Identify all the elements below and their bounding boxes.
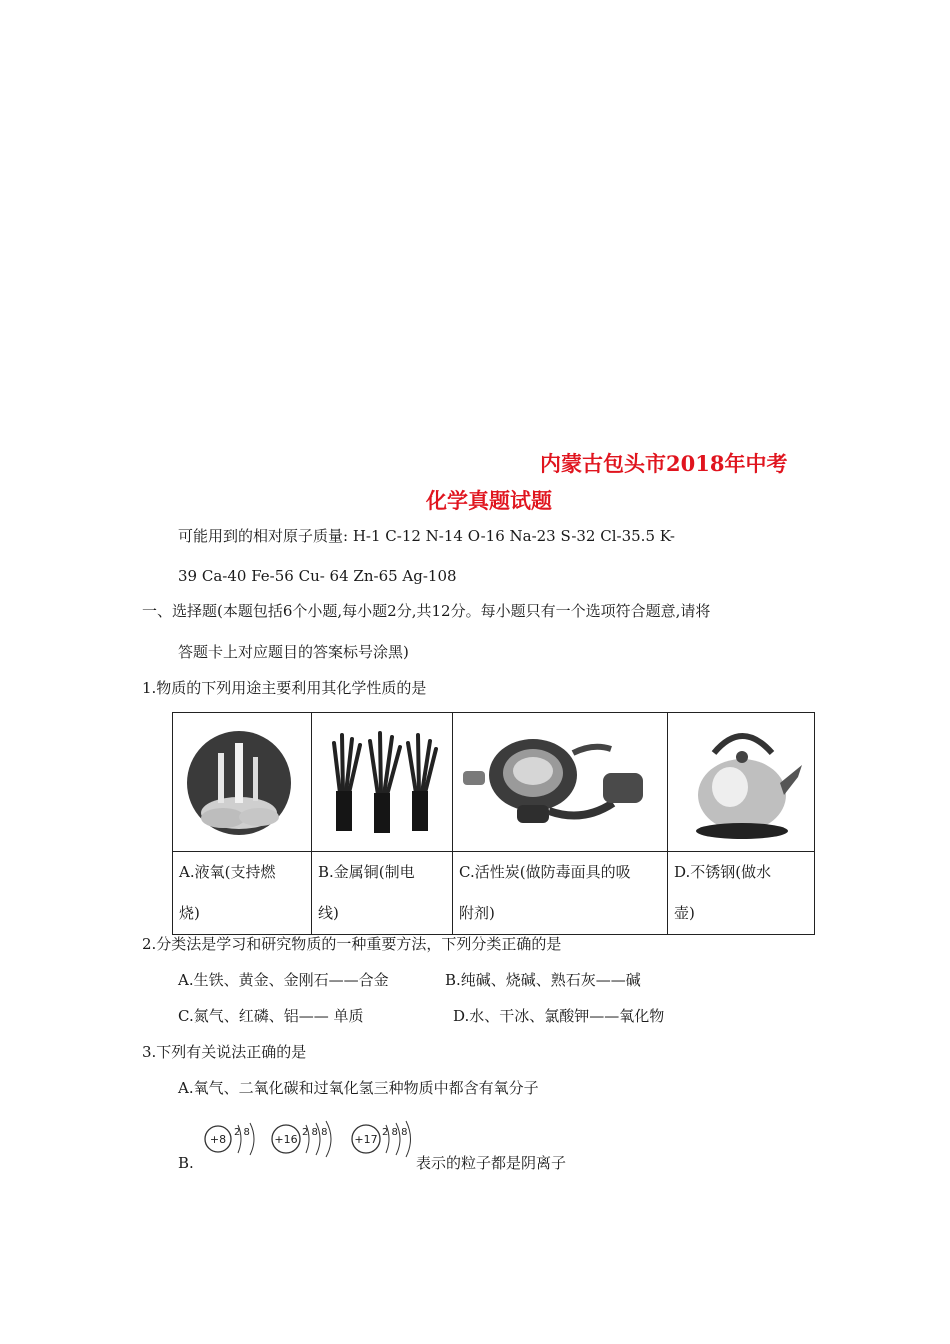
liquid-oxygen-rocket-image xyxy=(173,713,312,852)
atom-diagram-1 xyxy=(205,1123,254,1155)
question-2-stem: 2.分类法是学习和研究物质的一种重要方法，下列分类正确的是 xyxy=(142,935,562,953)
question-1-options-table xyxy=(172,712,815,935)
atomic-masses-line-1: 可能用到的相对原子质量: H-1 C-12 N-14 O-16 Na-23 S-32 Cl-35.5 K- xyxy=(178,527,675,545)
section-heading-line-1: 一、选择题(本题包括6个小题,每小题2分,共12分。每小题只有一个选项符合题意,请将 xyxy=(142,602,711,620)
option-d-line-1: D.不锈钢(做水 xyxy=(674,863,772,881)
title-line-1: 内蒙古包头市2018年中考 xyxy=(540,451,788,476)
option-d-line-2: 壶) xyxy=(674,904,695,922)
question-3-option-b-label: B. xyxy=(178,1154,194,1172)
copper-wire-image xyxy=(312,713,453,852)
title-line-2: 化学真题试题 xyxy=(426,488,552,513)
option-a-line-2: 烧) xyxy=(179,904,200,922)
question-2-option-b: B.纯碱、烧碱、熟石灰——碱 xyxy=(445,971,641,989)
option-c-line-1: C.活性炭(做防毒面具的吸 xyxy=(459,863,631,881)
atomic-masses-line-2: 39 Ca-40 Fe-56 Cu- 64 Zn-65 Ag-108 xyxy=(178,567,457,585)
atom-2-shells: 2 8 8 xyxy=(302,1127,328,1138)
stainless-kettle-image xyxy=(668,713,815,852)
atom-diagram-2 xyxy=(272,1121,331,1157)
atom-diagram-3 xyxy=(352,1121,411,1157)
atom-3-shells: 2 8 8 xyxy=(382,1127,408,1138)
question-2-option-a: A.生铁、黄金、金刚石——合金 xyxy=(178,971,389,989)
option-a-line-1: A.液氧(支持燃 xyxy=(179,863,276,881)
atom-structure-diagrams xyxy=(198,1115,418,1175)
option-c-line-2: 附剂) xyxy=(459,904,495,922)
option-b-cell xyxy=(312,852,453,935)
question-2-option-d: D.水、干冰、氯酸钾——氧化物 xyxy=(453,1007,665,1025)
atom-1-shells: 2 8 xyxy=(234,1127,250,1138)
atom-3-nucleus: +17 xyxy=(354,1133,378,1146)
option-b-line-1: B.金属铜(制电 xyxy=(318,863,415,881)
question-3-option-b-text: 表示的粒子都是阴离子 xyxy=(416,1154,567,1172)
option-b-line-2: 线) xyxy=(318,904,339,922)
question-3-option-a: A.氧气、二氧化碳和过氧化氢三种物质中都含有氧分子 xyxy=(178,1079,539,1097)
gas-mask-image xyxy=(453,713,668,852)
atom-1-nucleus: +8 xyxy=(209,1133,227,1146)
section-heading-line-2: 答题卡上对应题目的答案标号涂黑) xyxy=(178,643,409,661)
option-d-cell xyxy=(668,852,815,935)
atom-2-nucleus: +16 xyxy=(274,1133,298,1146)
option-a-cell xyxy=(173,852,312,935)
question-1-stem: 1.物质的下列用途主要利用其化学性质的是 xyxy=(142,679,427,697)
option-c-cell xyxy=(453,852,668,935)
question-3-stem: 3.下列有关说法正确的是 xyxy=(142,1043,307,1061)
question-2-option-c: C.氮气、红磷、铝—— 单质 xyxy=(178,1007,364,1025)
